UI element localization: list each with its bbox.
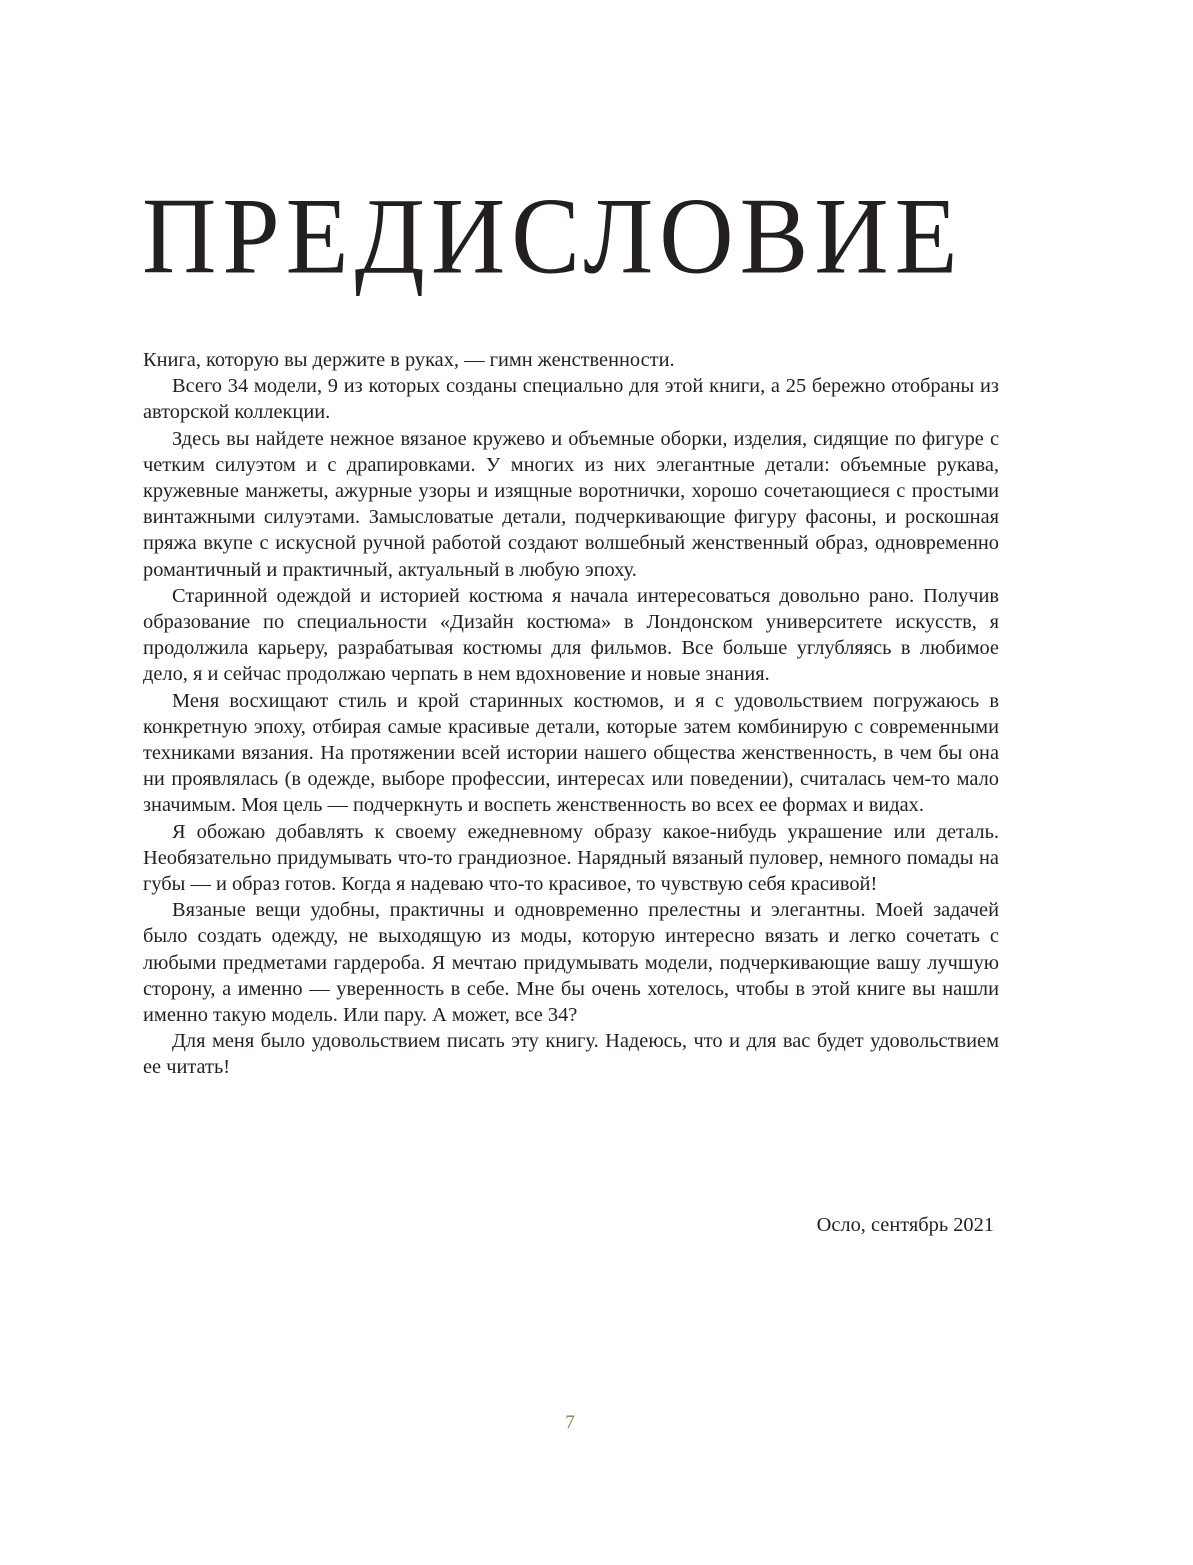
paragraph-5: Меня восхищают стиль и крой старинных костюмов, и я с удовольствием погружаюсь в конкретную эпоху, отбирая самые красивые детали, которые затем комбинирую с современными техниками вязания. На протяжении всей истории нашего общества женственность, в чем бы она ни проявлялась (в одежде, выборе профессии, интересах или поведении), считалась чем-то мало значимым. Моя цель — подчеркнуть и воспеть женственность во всех ее формах и видах. [143, 689, 999, 817]
preface-body [143, 347, 999, 1081]
paragraph-3: Здесь вы найдете нежное вязаное кружево и объемные оборки, изделия, сидящие по фигуре с четким силуэтом и с драпировками. У многих из них элегантные детали: объемные рукава, кружевные манжеты, ажурные узоры и изящные воротнички, хорошо сочетающиеся с простыми винтажными силуэтами. Замысловатые детали, подчеркивающие фигуру фасоны, и роскошная пряжа вкупе с искусной ручной работой создают волшебный женственный образ, одновременно романтичный и практичный, актуальный в любую эпоху. [143, 427, 999, 581]
paragraph-8: Для меня было удовольствием писать эту книгу. Надеюсь, что и для вас будет удовольствием ее читать! [143, 1030, 999, 1079]
paragraph-7: Вязаные вещи удобны, практичны и одновременно прелестны и элегантны. Моей задачей было создать одежду, не выходящую из моды, которую интересно вязать и легко сочетать с любыми предметами гардероба. Я мечтаю придумывать модели, подчеркивающие вашу лучшую сторону, а именно — уверенность в себе. Мне бы очень хотелось, чтобы в этой книге вы нашли именно такую модель. Или пару. А может, все 34? [143, 899, 999, 1027]
page-number: 7 [565, 1412, 575, 1433]
paragraph-4: Старинной одеждой и историей костюма я начала интересоваться довольно рано. Получив образование по специальности «Дизайн костюма» в Лондонском университете искусств, я продолжила карьеру, разрабатывая костюмы для фильмов. Все больше углубляясь в любимое дело, я и сейчас продолжаю черпать в нем вдохновение и новые знания. [143, 584, 999, 686]
page-title: ПРЕДИСЛОВИЕ [142, 175, 964, 297]
paragraph-1: Книга, которую вы держите в руках, — гимн женственности. [143, 349, 675, 371]
paragraph-6: Я обожаю добавлять к своему ежедневному образу какое-нибудь украшение или деталь. Необязательно придумывать что-то грандиозное. Нарядный вязаный пуловер, немного помады на губы — и образ готов. Когда я надеваю что-то красивое, то чувствую себя красивой! [143, 820, 999, 896]
paragraph-2: Всего 34 модели, 9 из которых созданы специально для этой книги, а 25 бережно отобраны из авторской коллекции. [143, 375, 999, 424]
signature-place-date: Осло, сентябрь 2021 [816, 1214, 994, 1236]
